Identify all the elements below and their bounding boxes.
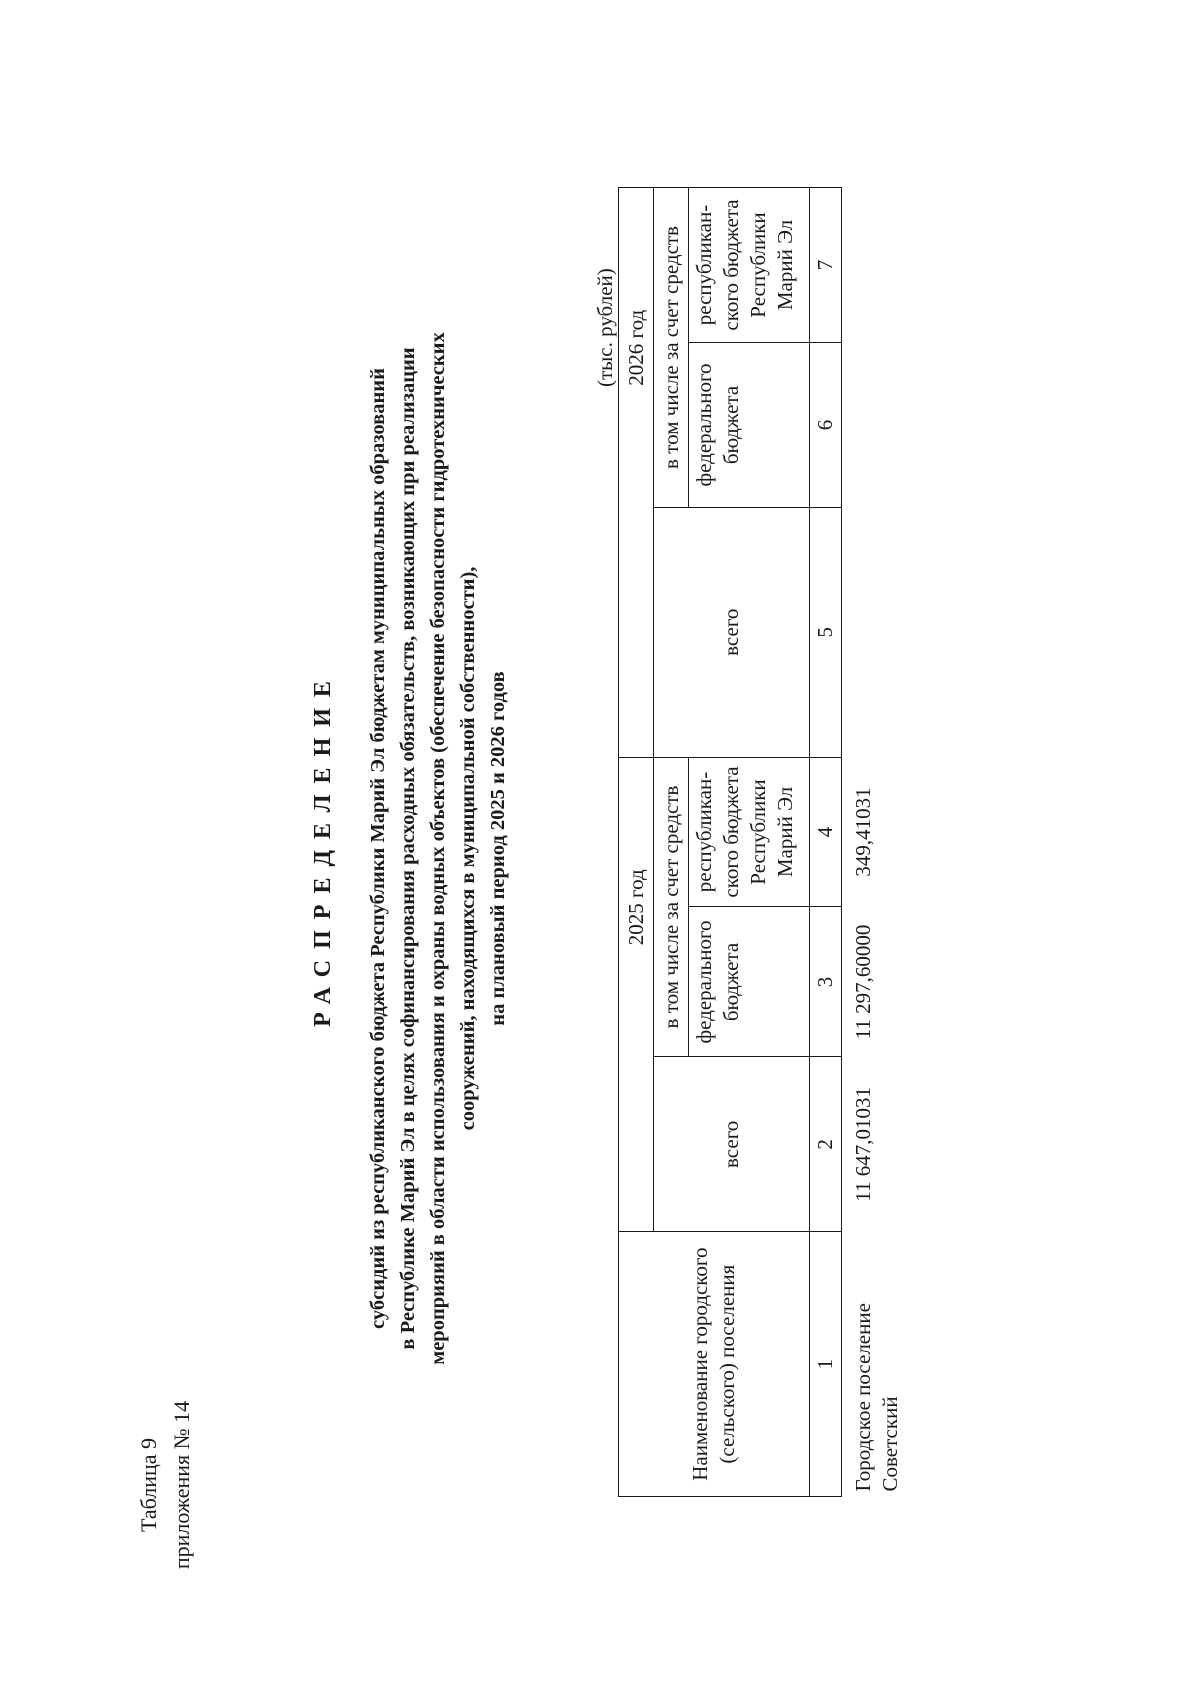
unit-label: (тыс. рублей)	[593, 268, 617, 387]
header-row-years	[619, 188, 654, 1497]
total-2026-value	[842, 507, 907, 757]
column-number-7: 7	[810, 188, 842, 343]
column-number-5: 5	[810, 507, 842, 757]
subtitle-line-4: сооружений, находящихся в муниципальной собственности),	[457, 566, 479, 1131]
republic-2026-value	[842, 188, 907, 343]
header-total-2025: всего	[654, 1057, 810, 1232]
column-number-3: 3	[810, 907, 842, 1057]
column-number-6: 6	[810, 343, 842, 508]
header-federal-2026: федерального бюджета	[689, 343, 810, 508]
column-number-4: 4	[810, 757, 842, 907]
header-year-2026: 2026 год	[619, 188, 654, 508]
table-caption	[132, 1355, 198, 1615]
distribution-table	[618, 187, 906, 1497]
settlement-name: Городское поселение Советский	[851, 1303, 902, 1492]
header-federal-2025: федерального бюджета	[689, 907, 810, 1057]
appendix-label: приложения № 14	[169, 1400, 194, 1570]
subtitle-line-5: на плановый период 2025 и 2026 годов	[487, 671, 509, 1026]
header-including-2026: в том числе за счет средств	[654, 188, 689, 508]
subtitle-line-1: субсидий из республиканского бюджета Республики Марий Эл бюджетам муниципальных образований	[367, 368, 389, 1329]
subtitle-line-2: в Республике Марий Эл в целях софинансирования расходных обязательств, возникающих при реализации	[397, 347, 419, 1350]
header-including-2025: в том числе за счет средств	[654, 757, 689, 1057]
header-total-2026: всего	[654, 507, 810, 757]
subtitle-line-3: мероприяий в области использования и охраны водных объектов (обеспечение безопасности гидротехнических	[427, 332, 449, 1365]
header-republic-2025: республикан-ского бюджета Республики Марий Эл	[689, 757, 810, 907]
table-label: Таблица 9	[136, 1437, 161, 1533]
column-number-1: 1	[810, 1232, 842, 1497]
header-spacer-2026	[619, 507, 654, 757]
header-settlement-name: Наименование городского (сельского) поселения	[619, 1232, 810, 1497]
header-spacer-2025	[619, 1057, 654, 1232]
header-year-2025: 2025 год	[619, 757, 654, 1057]
federal-2025-value: 11 297,60000	[851, 924, 875, 1040]
column-number-2: 2	[810, 1057, 842, 1232]
table-row	[842, 188, 907, 1497]
republic-2025-value: 349,41031	[851, 787, 875, 877]
total-2025-value: 11 647,01031	[851, 1086, 875, 1202]
document-title: РАСПРЕДЕЛЕНИЕ	[310, 670, 336, 1027]
header-republic-2026: республикан-ского бюджета Республики Марий Эл	[689, 188, 810, 343]
federal-2026-value	[842, 343, 907, 508]
column-number-row	[810, 188, 842, 1497]
